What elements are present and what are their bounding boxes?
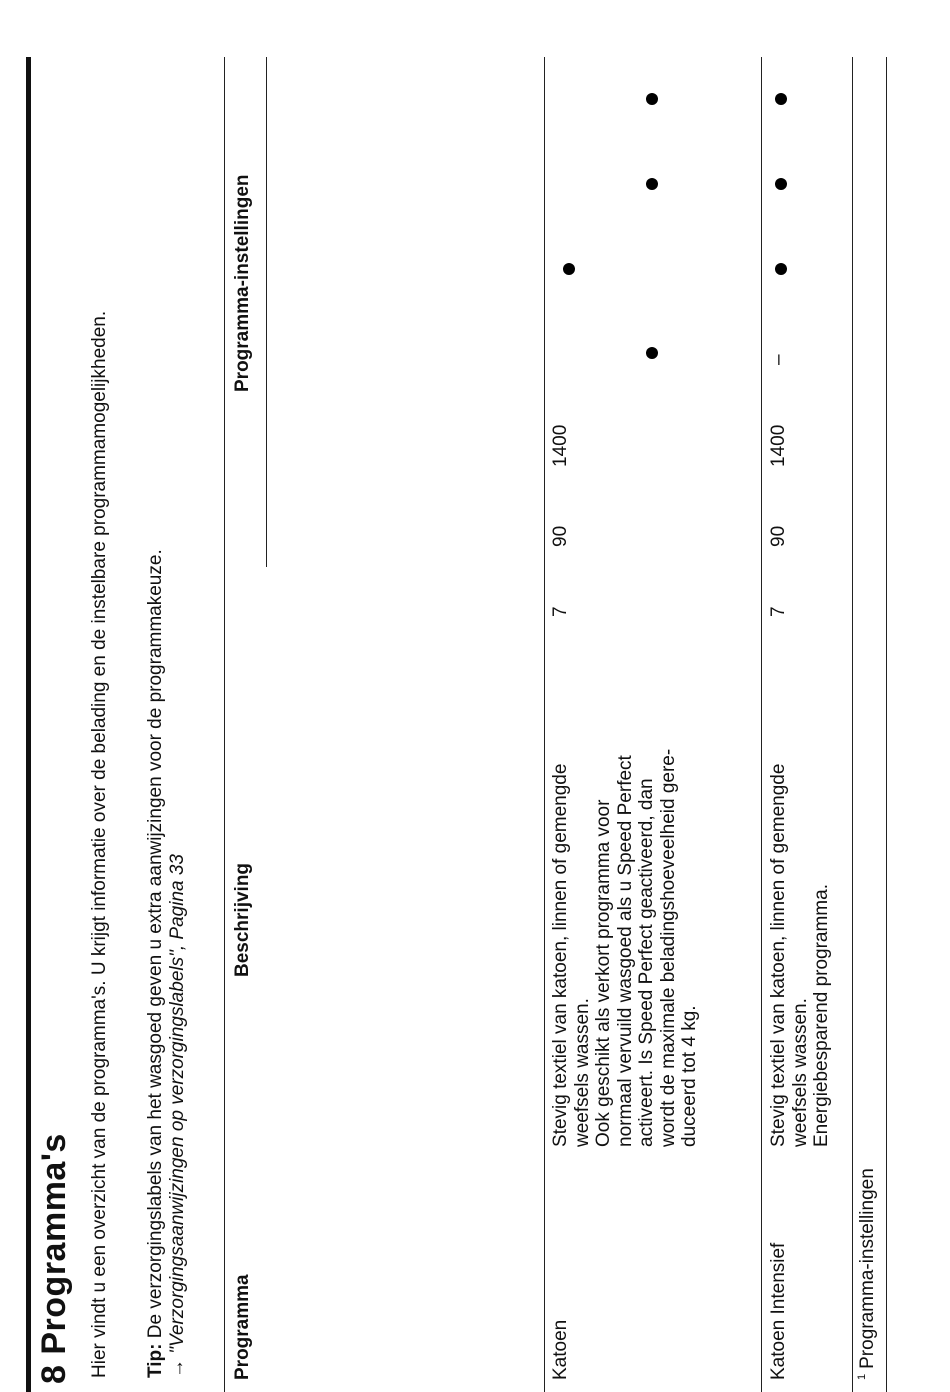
header-program: Programma xyxy=(232,1274,253,1380)
table-top-rule xyxy=(224,57,225,1392)
row-2-load: 7 xyxy=(768,606,789,617)
row-2-setting-dot-a xyxy=(775,263,787,275)
section-title: Programma's xyxy=(35,1133,73,1355)
row-2-setting-dash: – xyxy=(768,354,789,365)
header-description: Beschrijving xyxy=(232,862,253,977)
row-1-setting-dot-d xyxy=(646,93,658,105)
page-reference: , Pagina 33 xyxy=(167,854,188,951)
tip-paragraph xyxy=(145,78,189,1378)
settings-header-rule xyxy=(266,57,267,567)
care-label-link[interactable]: "Verzorgingsaanwijzingen op verzorgingslabels" xyxy=(167,950,188,1354)
header-settings: Programma-instellingen xyxy=(232,174,253,392)
footnote xyxy=(856,1168,879,1380)
row-1-program: Katoen xyxy=(550,1319,571,1380)
table-bottom-rule xyxy=(852,57,853,1392)
footnote-text: Programma-instellingen xyxy=(857,1168,878,1369)
row-2-top-rule xyxy=(761,57,762,1392)
tip-text: De verzorgingslabels van het wasgoed geven u extra aanwijzingen voor de programmakeuze. xyxy=(145,549,166,1344)
row-2-temp: 90 xyxy=(768,525,789,547)
row-2-description: Stevig textiel van katoen, linnen of gemengde weefsels wassen. Energiebesparend programma. xyxy=(768,763,832,1147)
page-title xyxy=(35,1133,74,1384)
row-2-setting-dot-b xyxy=(775,178,787,190)
row-1-setting-dot-c xyxy=(646,178,658,190)
row-1-temp: 90 xyxy=(550,525,571,547)
row-2-program: Katoen Intensief xyxy=(768,1242,789,1380)
tip-label: Tip: xyxy=(145,1343,166,1378)
row-1-description: Stevig textiel van katoen, linnen of gemengde weefsels wassen. Ook geschikt als verkort programma voor normaal vervuild wasgoed als u Speed Perfect activeert. Is Speed Perfect geactiveerd, dan wordt de maximale beladingshoeveelheid gereduceerd tot 4 kg. xyxy=(550,748,700,1147)
section-number: 8 xyxy=(35,1364,73,1384)
row-2-setting-dot-c xyxy=(775,93,787,105)
row-1-spin: 1400 xyxy=(550,424,571,467)
row-2-spin: 1400 xyxy=(768,424,789,467)
row-1-setting-dot-b xyxy=(646,347,658,359)
row-1-top-rule xyxy=(544,57,545,1392)
intro-paragraph: Hier vindt u een overzicht van de programma's. U krijgt informatie over de belading en de instelbare programmamogelijkheden. xyxy=(89,310,110,1378)
heading-rule xyxy=(26,57,31,1392)
footnote-mark: 1 xyxy=(856,1373,868,1380)
row-1-load: 7 xyxy=(550,606,571,617)
arrow-glyph: → xyxy=(167,1353,188,1378)
row-1-setting-dot-a xyxy=(563,263,575,275)
footnote-rule xyxy=(886,57,887,1392)
